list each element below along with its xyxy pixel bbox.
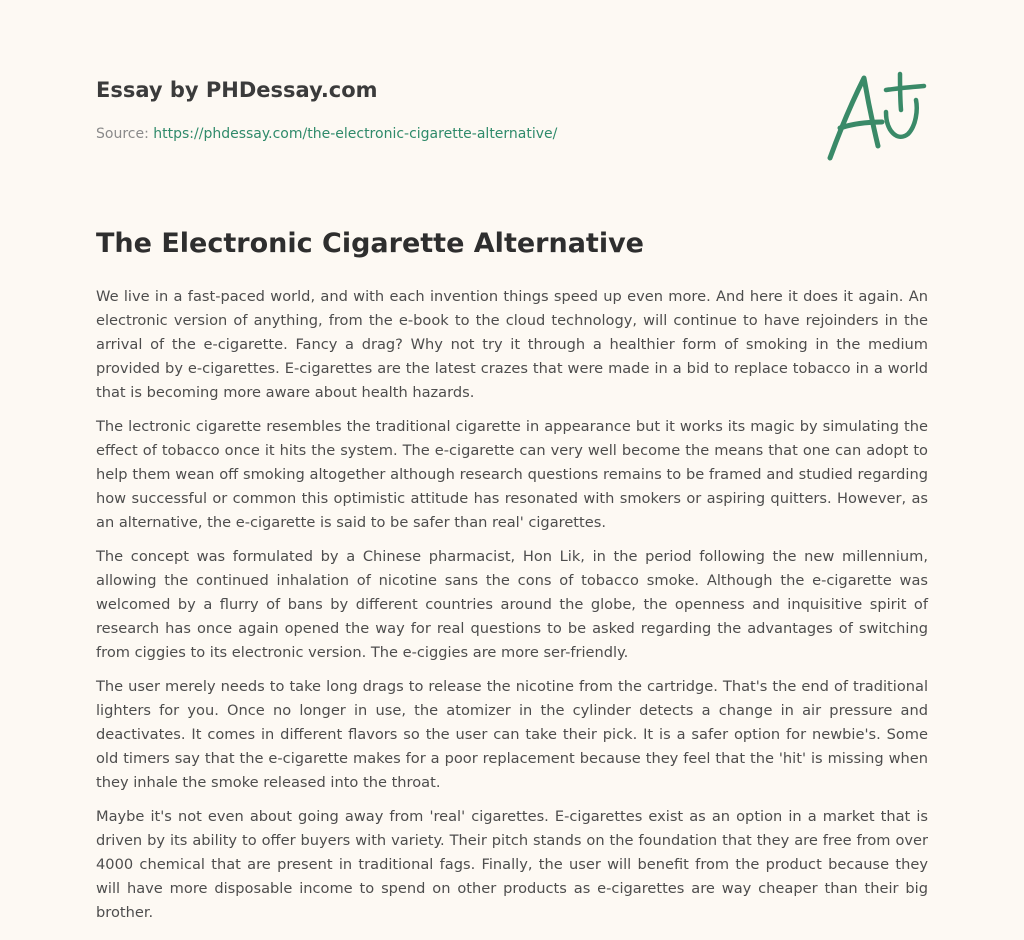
essay-paragraph: The concept was formulated by a Chinese pharmacist, Hon Lik, in the period following the new millennium, allowing the continued inhalation of nicotine sans the cons of tobacco smoke. Although the e-cigarette was welcomed by a flurry of bans by different countries around the globe, the openness and inquisitive spirit of research has once again opened the way for real questions to be asked regarding the advantages of switching from ciggies to its electronic version. The e-ciggies are more ser-friendly. xyxy=(96,548,928,661)
source-link[interactable]: https://phdessay.com/the-electronic-cigarette-alternative/ xyxy=(153,126,558,142)
page-header xyxy=(96,76,796,144)
site-title: Essay by PHDessay.com xyxy=(96,78,378,102)
essay-title: The Electronic Cigarette Alternative xyxy=(96,228,644,259)
source-label: Source: xyxy=(96,126,149,142)
essay-paragraph: We live in a fast-paced world, and with each invention things speed up even more. And here it does it again. An electronic version of anything, from the e-book to the cloud technology, will continue to have rejoinders in the arrival of the e-cigarette. Fancy a drag? Why not try it through a healthier form of smoking in the medium provided by e-cigarettes. E-cigarettes are the latest crazes that were made in a bid to replace tobacco in a world that is becoming more aware about health hazards. xyxy=(96,288,928,401)
essay-paragraph: The user merely needs to take long drags to release the nicotine from the cartridge. That's the end of traditional lighters for you. Once no longer in use, the atomizer in the cylinder detects a change in air pressure and deactivates. It comes in different flavors so the user can take their pick. It is a safer option for newbie's. Some old timers say that the e-cigarette makes for a poor replacement because they feel that the 'hit' is missing when they inhale the smoke released into the throat. xyxy=(96,678,928,791)
source-line xyxy=(96,124,796,144)
essay-paragraph: The lectronic cigarette resembles the traditional cigarette in appearance but it works its magic by simulating the effect of tobacco once it hits the system. The e-cigarette can very well become the means that one can adopt to help them wean off smoking altogether although research questions remains to be framed and studied regarding how successful or common this optimistic attitude has resonated with smokers or aspiring quitters. However, as an alternative, the e-cigarette is said to be safer than real' cigarettes. xyxy=(96,418,928,531)
a-plus-grade-icon xyxy=(820,66,930,166)
essay-paragraph: Maybe it's not even about going away from 'real' cigarettes. E-cigarettes exist as an option in a market that is driven by its ability to offer buyers with variety. Their pitch stands on the foundation that they are free from over 4000 chemical that are present in traditional fags. Finally, the user will benefit from the product because they will have more disposable income to spend on other products as e-cigarettes are way cheaper than their big brother. xyxy=(96,808,928,921)
essay-body xyxy=(96,285,928,935)
